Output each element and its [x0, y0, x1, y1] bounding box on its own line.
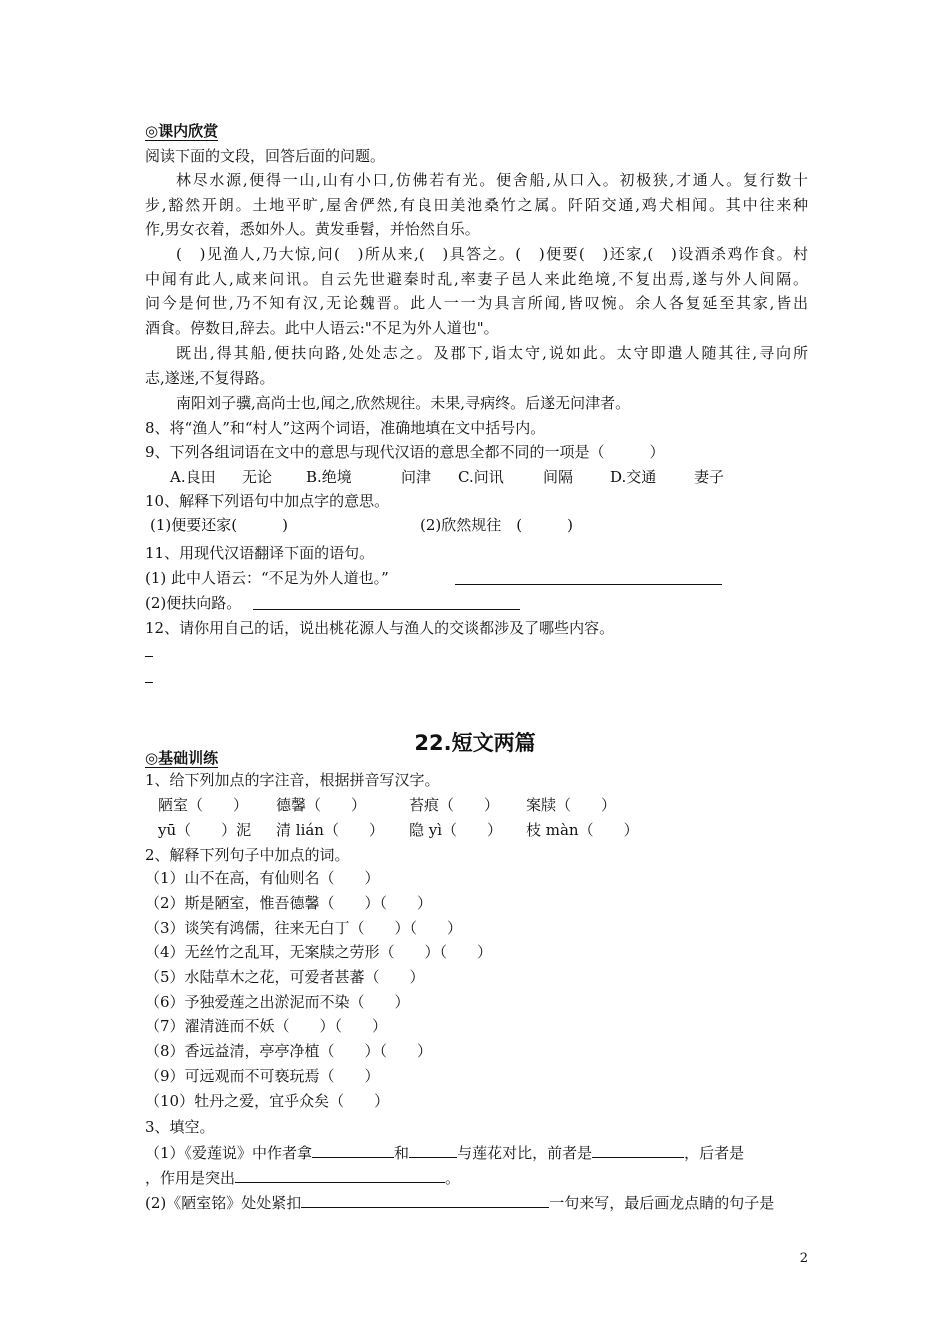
section-heading-basic: ◎基础训练 [145, 749, 219, 767]
q2-item: （4）无丝竹之乱耳，无案牍之劳形（ ）（ ） [145, 943, 493, 961]
para4: 南阳刘子骥,高尚士也,闻之,欣然规往。未果,寻病终。后遂无问津者。 [176, 394, 631, 412]
answer-line-11-1[interactable] [455, 570, 722, 585]
option-c-word: 间隔 [543, 468, 574, 486]
question-9: 9、下列各组词语在文中的意思与现代汉语的意思全都不同的一项是（ ） [145, 443, 665, 461]
question-10: 10、解释下列语句中加点字的意思。 [145, 492, 390, 510]
basic-question-2: 2、解释下列句子中加点的词。 [145, 846, 350, 864]
option-d-word: 妻子 [694, 468, 725, 486]
q2-item: （9）可远观而不可亵玩焉（ ） [145, 1067, 380, 1085]
para3-line1: 既出,得其船,便扶向路,处处志之。及郡下,诣太守,说如此。太守即遣人随其往,寻向所 [176, 344, 808, 362]
pinyin-item: 隐 yì（ ） [409, 821, 503, 839]
question-12: 12、请你用自己的话，说出桃花源人与渔人的交谈都涉及了哪些内容。 [145, 619, 615, 637]
q3-fill-1: （1）《爱莲说》中作者拿 和 与莲花对比，前者是 ，后者是 [145, 1144, 745, 1162]
question-10-2: (2)欣然规往 ( ) [420, 516, 573, 534]
answer-line-11-2[interactable] [253, 595, 520, 610]
option-a: A.良田 [170, 468, 216, 486]
question-8: 8、将“渔人”和“村人”这两个词语，准确地填在文中括号内。 [145, 419, 546, 437]
para1-line3: 作,男女衣着，悉如外人。黄发垂髫，并怡然自乐。 [145, 220, 480, 238]
para1-line2: 步,豁然开朗。土地平旷,屋舍俨然,有良田美池桑竹之属。阡陌交通,鸡犬相闻。其中往来种 [145, 196, 808, 214]
para2-line1: ( )见渔人,乃大惊,问( )所从来,( )具答之。( )便要( )还家,( )设酒杀鸡作食。村 [176, 245, 808, 263]
question-11-2: (2)便扶向路。 [145, 594, 242, 612]
q2-item: （1）山不在高，有仙则名（ ） [145, 869, 380, 887]
answer-line-12-b[interactable] [145, 682, 153, 683]
q2-item: （10）牡丹之爱，宜乎众矣（ ） [145, 1092, 390, 1110]
question-10-1: (1)便要还家( ) [150, 516, 288, 534]
blank[interactable] [409, 1143, 457, 1158]
answer-line-12-a[interactable] [145, 656, 153, 657]
chapter-title: 22.短文两篇 [414, 731, 536, 755]
basic-question-1: 1、给下列加点的字注音，根据拼音写汉字。 [145, 771, 440, 789]
q2-item: （2）斯是陋室，惟吾德馨（ ）（ ） [145, 894, 433, 912]
blank[interactable] [312, 1143, 394, 1158]
question-11-1: (1) 此中人语云：“不足为外人道也。” [145, 569, 389, 587]
blank[interactable] [592, 1143, 684, 1158]
option-b: B.绝境 [306, 468, 352, 486]
pinyin-item: 德馨（ ） [276, 796, 367, 814]
pinyin-item: 苔痕（ ） [409, 796, 500, 814]
para1-line1: 林尽水源,便得一山,山有小口,仿佛若有光。便舍船,从口入。初极狭,才通人。复行数十 [176, 171, 808, 189]
pinyin-item: yū（ ）泥 [158, 821, 252, 839]
pinyin-item: 清 lián（ ） [276, 821, 384, 839]
reading-instruction: 阅读下面的文段，回答后面的问题。 [145, 147, 386, 165]
section-heading-reading: ◎课内欣赏 [145, 122, 219, 140]
q3-fill-1-cont: ，作用是突出 。 [145, 1169, 461, 1187]
basic-question-3: 3、填空。 [145, 1118, 215, 1136]
page-number: 2 [799, 1251, 808, 1266]
pinyin-item: 枝 màn（ ） [526, 821, 639, 839]
para2-line3: 问今是何世,乃不知有汉,无论魏晋。此人一一为具言所闻,皆叹惋。余人各复延至其家,皆出 [145, 294, 808, 312]
option-d: D.交通 [610, 468, 657, 486]
para2-line2: 中闻有此人,咸来问讯。自云先世避秦时乱,率妻子邑人来此绝境,不复出焉,遂与外人间隔。 [145, 270, 808, 288]
option-c: C.问讯 [458, 468, 504, 486]
blank[interactable] [301, 1193, 549, 1208]
pinyin-item: 案牍（ ） [526, 796, 617, 814]
pinyin-row-2 [158, 820, 808, 840]
q2-item: （7）濯清涟而不妖（ ）（ ） [145, 1017, 388, 1035]
question-11: 11、用现代汉语翻译下面的语句。 [145, 544, 375, 562]
q2-item: （8）香远益清，亭亭净植（ ）（ ） [145, 1042, 433, 1060]
pinyin-row-1 [158, 795, 808, 815]
option-a-word: 无论 [242, 468, 273, 486]
pinyin-item: 陋室（ ） [158, 796, 249, 814]
para2-line4: 酒食。停数日,辞去。此中人语云:"不足为外人道也"。 [145, 319, 499, 337]
q2-item: （6）予独爱莲之出淤泥而不染（ ） [145, 993, 410, 1011]
q2-item: （5）水陆草木之花，可爱者甚蕃（ ） [145, 968, 425, 986]
q3-fill-2: (2)《陋室铭》处处紧扣 一句来写，最后画龙点睛的句子是 [145, 1194, 775, 1212]
para3-line2: 志,遂迷,不复得路。 [145, 369, 275, 387]
blank[interactable] [235, 1168, 445, 1183]
option-b-word: 问津 [401, 468, 432, 486]
q2-item: （3）谈笑有鸿儒，往来无白丁（ ）（ ） [145, 919, 463, 937]
question-9-options [170, 467, 808, 487]
